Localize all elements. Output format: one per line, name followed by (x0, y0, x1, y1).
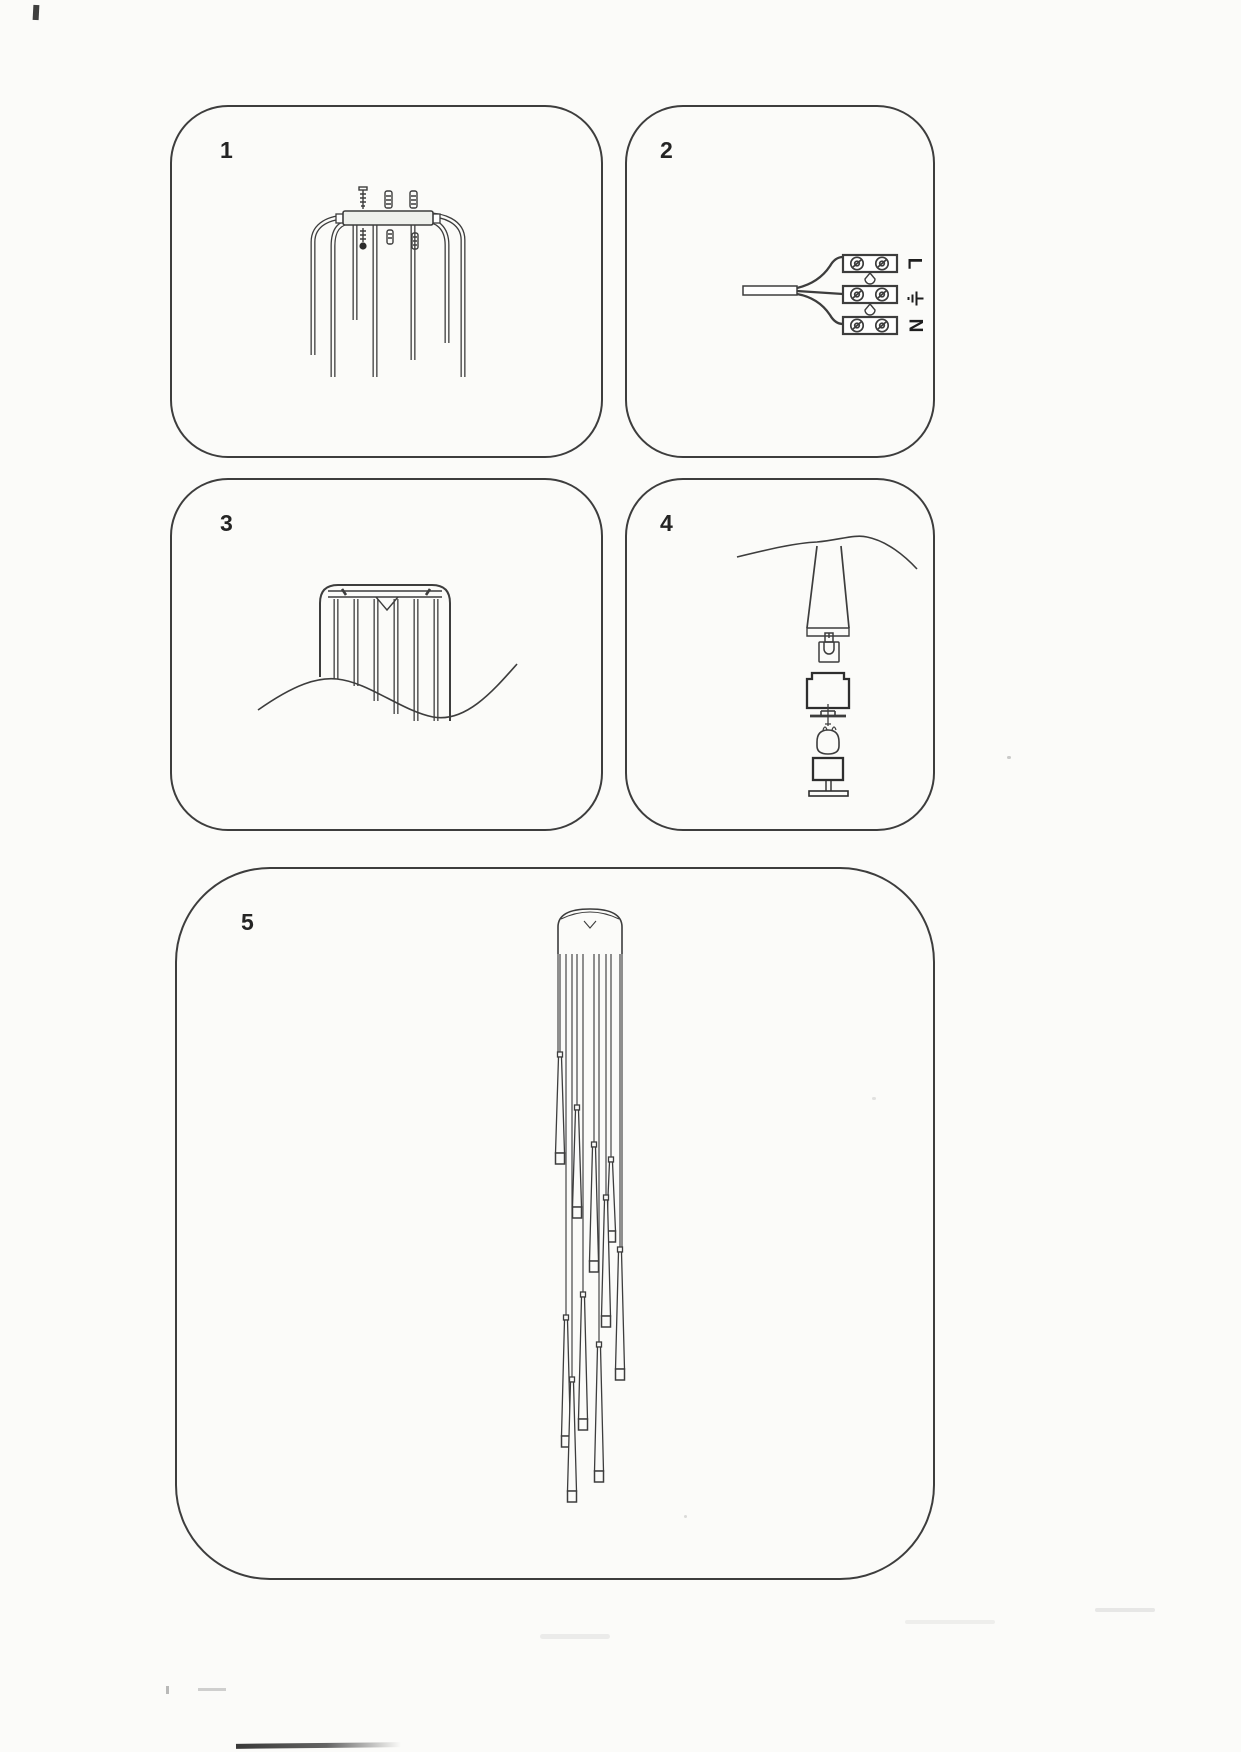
wiring-diagram (627, 107, 933, 456)
supply-cable (743, 257, 843, 324)
terminal-label-neutral: N (904, 318, 926, 333)
terminal-label-live: L (903, 257, 925, 270)
plug-connector (819, 633, 839, 662)
canopy-cover-diagram (172, 480, 601, 829)
scan-mark (905, 1620, 995, 1624)
scan-mark (872, 1097, 876, 1100)
scan-mark (166, 1686, 169, 1694)
step-number: 3 (220, 510, 233, 536)
pendant (616, 1247, 625, 1380)
step-panel-4 (625, 478, 935, 831)
scan-mark (1095, 1608, 1155, 1612)
scan-mark (198, 1688, 226, 1691)
step-panel-3 (170, 478, 603, 831)
earth-ground-icon (902, 290, 925, 308)
pendant (590, 1142, 599, 1272)
pendant-overview-diagram (177, 869, 933, 1578)
pendant (579, 1292, 588, 1430)
step-panel-2 (625, 105, 935, 458)
bracket-mounting-diagram (172, 107, 601, 456)
lamp-socket (807, 673, 849, 708)
terminal-block (843, 255, 897, 334)
scan-smudge (236, 1742, 401, 1749)
socket-assembly-diagram (627, 480, 933, 829)
scan-mark (684, 1515, 687, 1518)
step-number: 5 (241, 909, 254, 935)
scan-mark (540, 1634, 610, 1639)
pendant (573, 1105, 582, 1218)
canopy-cover (320, 585, 450, 721)
inner-rods (336, 599, 436, 721)
pendant (595, 1342, 604, 1482)
mounting-bar (336, 211, 440, 225)
ceiling-line (737, 536, 917, 569)
step-number: 2 (660, 137, 673, 163)
step-panel-1 (170, 105, 603, 458)
scan-mark (33, 5, 40, 20)
drape-line (258, 664, 517, 718)
pendant (556, 1052, 565, 1164)
step-panel-5 (175, 867, 935, 1580)
bottom-cap (809, 758, 848, 796)
suspension-rods (313, 215, 463, 377)
step-number: 1 (220, 137, 233, 163)
cone-shade (807, 546, 849, 636)
step-number: 4 (660, 510, 673, 536)
scan-mark (1007, 756, 1011, 759)
g9-bulb (817, 727, 839, 754)
